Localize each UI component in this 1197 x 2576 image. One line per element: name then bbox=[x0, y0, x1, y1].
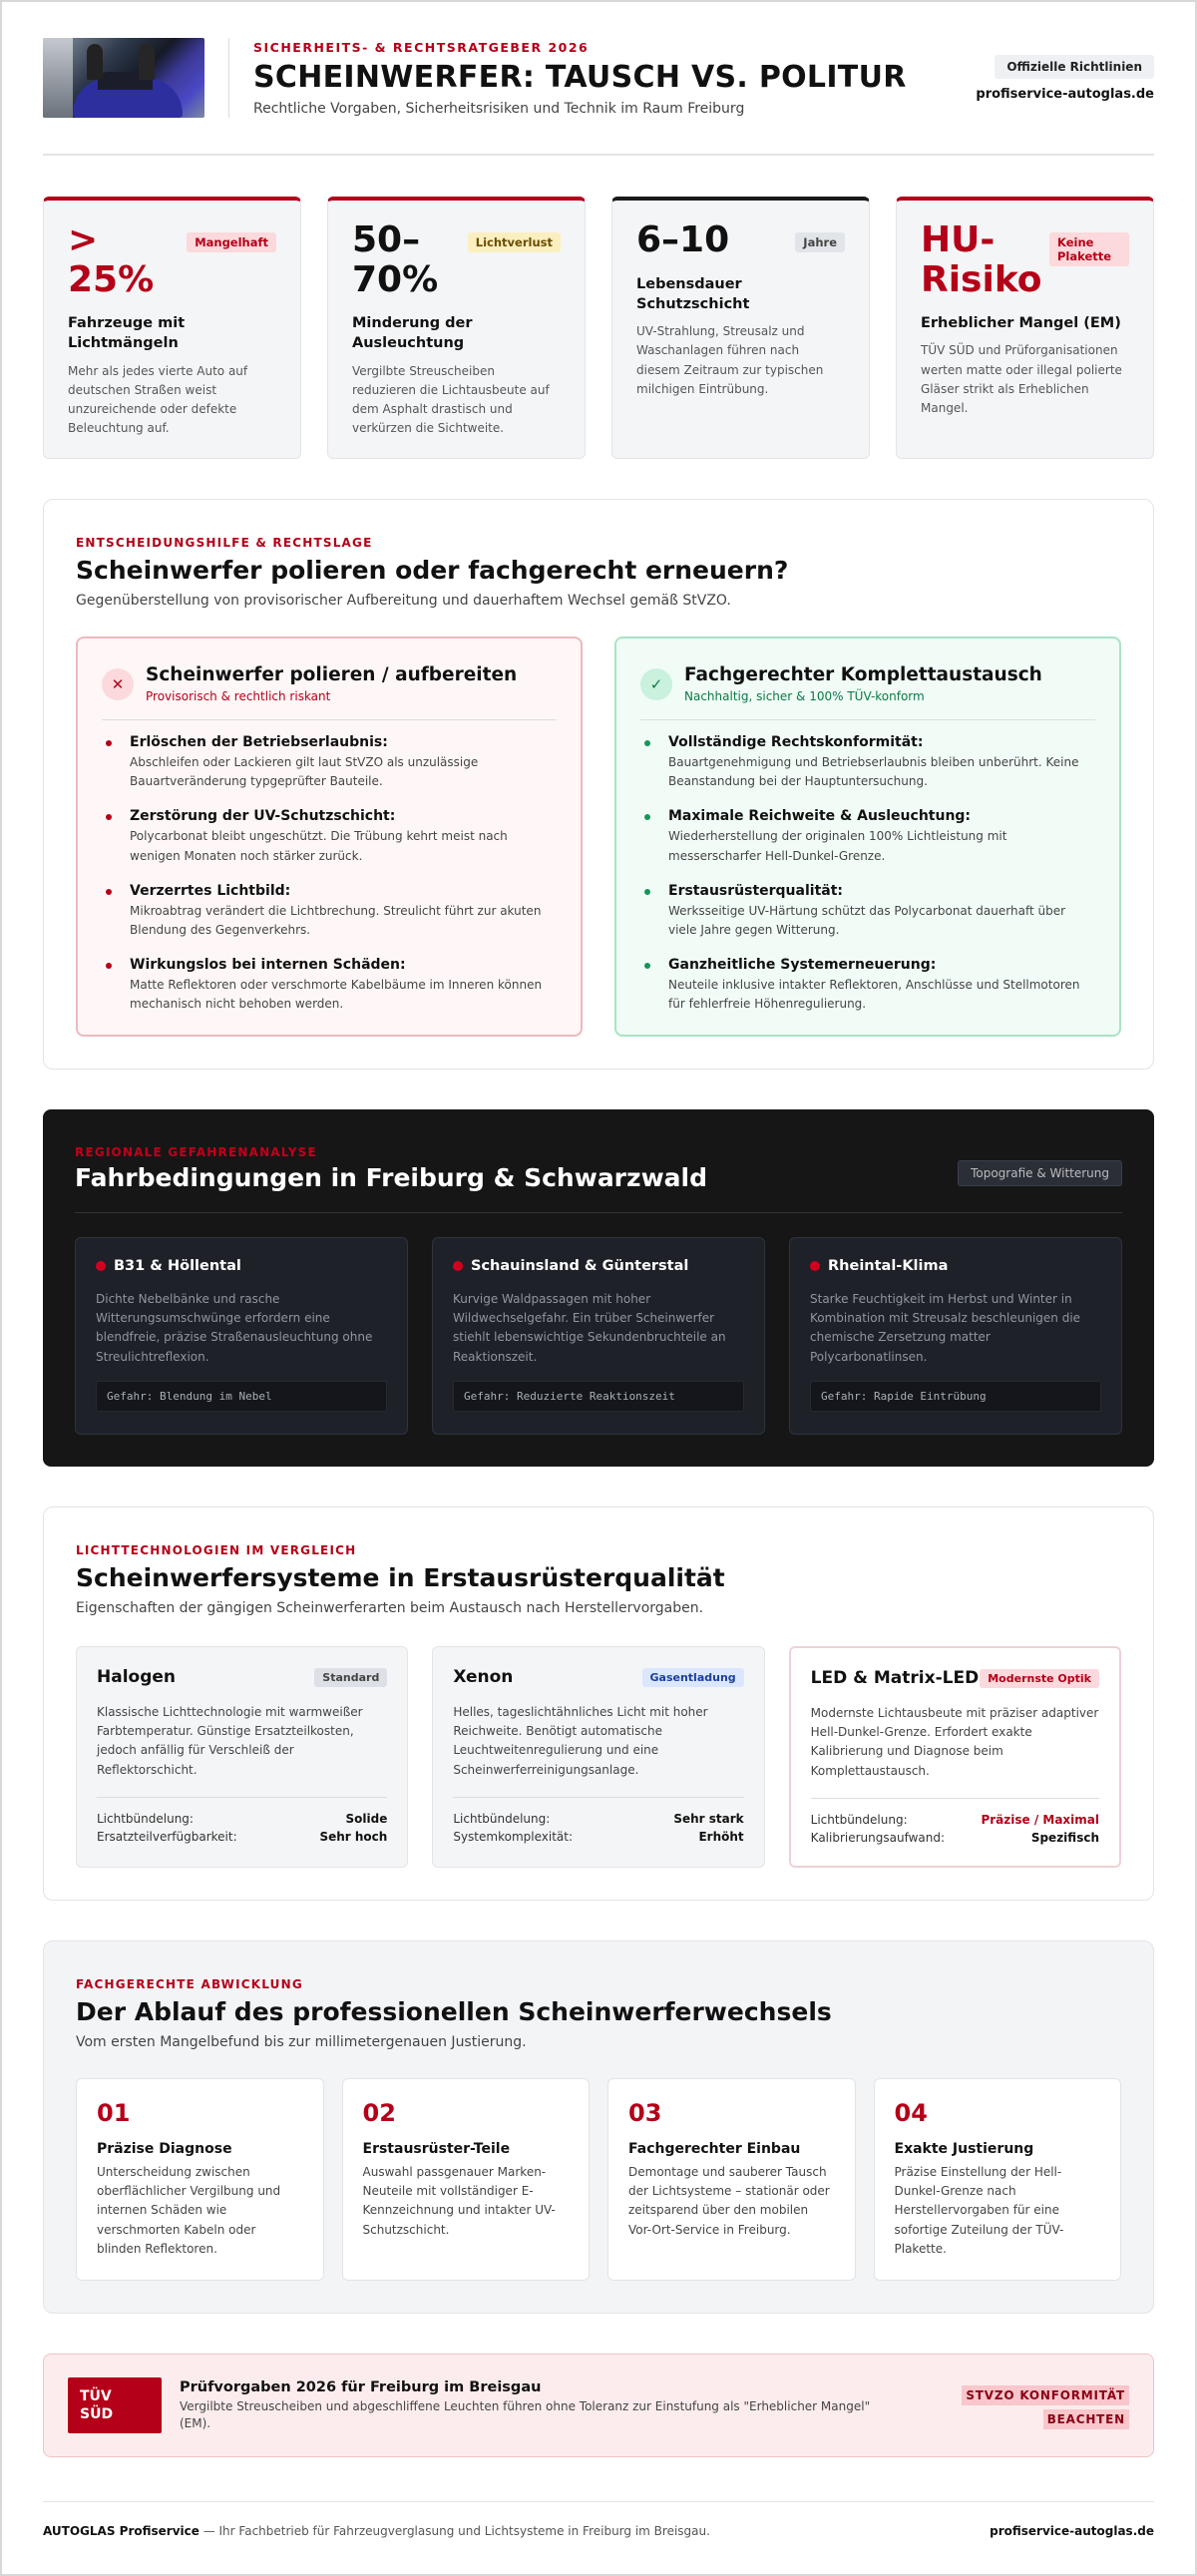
tech-name: Xenon bbox=[453, 1667, 514, 1687]
stat-desc: UV-Strahlung, Streusalz und Waschanlagen führen nach diesem Zeitraum zur typischen milchigen Eintrübung. bbox=[636, 324, 824, 396]
alert-dot-icon bbox=[96, 1261, 106, 1271]
section-kicker: REGIONALE GEFAHRENANALYSE bbox=[75, 1145, 317, 1159]
tuv-banner bbox=[43, 2354, 1154, 2457]
tech-desc: Klassische Lichttechnologie mit warmweißer Farbtemperatur. Günstige Ersatzteilkosten, jedoch anfällig für Verschleiß der Reflektorschicht. bbox=[97, 1705, 363, 1777]
replace-list bbox=[640, 734, 1095, 1015]
tech-badge: Gasentladung bbox=[642, 1668, 744, 1687]
replace-box bbox=[614, 637, 1121, 1037]
spec-key: Kalibrierungsaufwand: bbox=[810, 1831, 946, 1845]
process-step bbox=[76, 2078, 324, 2281]
list-item-text: Werksseitige UV-Härtung schützt das Polycarbonat dauerhaft über viele Jahre gegen Witterung. bbox=[668, 903, 1066, 937]
spec-value: Sehr stark bbox=[673, 1812, 744, 1826]
tuv-title: Prüfvorgaben 2026 für Freiburg im Breisgau bbox=[180, 2378, 542, 2395]
spec-value: Sehr hoch bbox=[319, 1830, 388, 1844]
list-item bbox=[640, 883, 1095, 940]
tech-badge: Standard bbox=[314, 1668, 387, 1687]
region-name: Rheintal-Klima bbox=[828, 1258, 949, 1274]
section-subtitle: Vom ersten Mangelbefund bis zur millimetergenauen Justierung. bbox=[76, 2034, 527, 2050]
section-kicker: LICHTTECHNOLOGIEN IM VERGLEICH bbox=[76, 1543, 357, 1557]
spec-value: Solide bbox=[345, 1812, 388, 1826]
polish-box bbox=[76, 637, 583, 1037]
replace-subtitle: Nachhaltig, sicher & 100% TÜV-konform bbox=[684, 689, 925, 703]
stat-value: > 25% bbox=[68, 219, 155, 300]
process-step bbox=[607, 2078, 856, 2281]
stat-title: Lebensdauer Schutzschicht bbox=[636, 275, 750, 312]
section-title: Fahrbedingungen in Freiburg & Schwarzwald bbox=[75, 1163, 707, 1192]
tech-card-led bbox=[789, 1646, 1121, 1868]
step-number: 04 bbox=[894, 2099, 928, 2127]
step-number: 03 bbox=[628, 2099, 662, 2127]
list-item-title: Ganzheitliche Systemerneuerung: bbox=[668, 957, 937, 974]
spec-key: Lichtbündelung: bbox=[810, 1813, 908, 1827]
header-photo bbox=[43, 38, 204, 118]
page-subtitle: Rechtliche Vorgaben, Sicherheitsrisiken und Technik im Raum Freiburg bbox=[253, 100, 745, 117]
step-desc: Auswahl passgenauer Marken-Neuteile mit vollständiger E-Kennzeichnung und intakter UV-Schutzschicht. bbox=[362, 2165, 556, 2237]
stat-desc: Mehr als jedes vierte Auto auf deutschen Straßen weist unzureichende oder defekte Beleuchtung auf. bbox=[68, 363, 248, 436]
list-item-title: Zerstörung der UV-Schutzschicht: bbox=[130, 808, 396, 825]
tech-name: LED & Matrix-LED bbox=[810, 1668, 980, 1688]
stat-value: 6–10 bbox=[636, 219, 730, 260]
tuv-tag: BEACHTEN bbox=[1043, 2409, 1129, 2429]
stat-card bbox=[327, 197, 586, 459]
header-text bbox=[253, 40, 976, 117]
spec-key: Lichtbündelung: bbox=[97, 1812, 194, 1826]
list-item-text: Polycarbonat bleibt ungeschützt. Die Trübung kehrt meist nach wenigen Monaten noch stärker zurück. bbox=[130, 829, 508, 863]
polish-title: Scheinwerfer polieren / aufbereiten bbox=[146, 664, 518, 685]
decision-section bbox=[43, 499, 1154, 1070]
list-item-title: Maximale Reichweite & Ausleuchtung: bbox=[668, 808, 972, 825]
header-kicker: SICHERHEITS- & RECHTSRATGEBER 2026 bbox=[253, 39, 590, 55]
step-number: 01 bbox=[97, 2099, 131, 2127]
footer-brand: AUTOGLAS Profiservice bbox=[43, 2524, 200, 2538]
section-title: Scheinwerfer polieren oder fachgerecht erneuern? bbox=[76, 556, 789, 585]
list-item-text: Mikroabtrag verändert die Lichtbrechung. Streulicht führt zur akuten Blendung des Gegenverkehrs. bbox=[130, 903, 542, 937]
tech-card-xenon bbox=[432, 1646, 764, 1868]
page-title: SCHEINWERFER: TAUSCH VS. POLITUR bbox=[253, 59, 907, 95]
process-step bbox=[342, 2078, 591, 2281]
region-desc: Dichte Nebelbänke und rasche Witterungsumschwünge erfordern eine blendfreie, präzise Straßenausleuchtung ohne Streulichtreflexion. bbox=[96, 1292, 373, 1364]
spec-value: Spezifisch bbox=[1030, 1831, 1099, 1845]
spec-key: Ersatzteilverfügbarkeit: bbox=[97, 1830, 237, 1844]
section-title: Scheinwerfersysteme in Erstausrüsterqualität bbox=[76, 1563, 725, 1592]
region-card bbox=[789, 1237, 1122, 1435]
region-grid bbox=[75, 1237, 1122, 1435]
stat-card bbox=[896, 197, 1154, 459]
list-item bbox=[102, 883, 557, 940]
section-kicker: FACHGERECHTE ABWICKLUNG bbox=[76, 1977, 303, 1991]
stat-badge: Keine Plakette bbox=[1049, 232, 1129, 266]
tech-desc: Helles, tageslichtähnliches Licht mit hoher Reichweite. Benötigt automatische Leuchtweitenregulierung und eine Scheinwerferreinigungsanlage. bbox=[453, 1705, 708, 1777]
tech-grid bbox=[76, 1646, 1121, 1868]
stat-value: HU-Risiko bbox=[921, 219, 1042, 300]
tech-badge: Modernste Optik bbox=[980, 1669, 1099, 1688]
spec-key: Lichtbündelung: bbox=[453, 1812, 551, 1826]
tuv-logo bbox=[68, 2377, 162, 2433]
process-section bbox=[43, 1940, 1154, 2314]
step-desc: Unterscheidung zwischen oberflächlicher Vergilbung und internen Schäden wie verschmorten Kabeln oder blinden Reflektoren. bbox=[97, 2165, 281, 2256]
stat-desc: TÜV SÜD und Prüforganisationen werten matte oder illegal polierte Gläser strikt als Erheblichen Mangel. bbox=[921, 343, 1122, 416]
step-title: Erstausrüster-Teile bbox=[362, 2141, 511, 2157]
step-title: Exakte Justierung bbox=[894, 2141, 1034, 2157]
tuv-logo-line: TÜV bbox=[80, 2387, 112, 2404]
polish-list bbox=[102, 734, 557, 1015]
alert-dot-icon bbox=[453, 1261, 463, 1271]
list-item bbox=[102, 957, 557, 1014]
step-title: Fachgerechter Einbau bbox=[628, 2141, 801, 2157]
footer-site-link[interactable]: profiservice-autoglas.de bbox=[990, 2524, 1154, 2538]
step-desc: Präzise Einstellung der Hell-Dunkel-Grenze nach Herstellervorgaben für eine sofortige Zuteilung der TÜV-Plakette. bbox=[894, 2165, 1064, 2256]
list-item bbox=[640, 808, 1095, 865]
step-title: Präzise Diagnose bbox=[97, 2141, 232, 2157]
region-danger: Gefahr: Rapide Eintrübung bbox=[810, 1381, 1101, 1412]
list-item bbox=[640, 734, 1095, 791]
process-steps bbox=[76, 2078, 1121, 2281]
list-item-title: Wirkungslos bei internen Schäden: bbox=[130, 957, 406, 974]
region-desc: Kurvige Waldpassagen mit hoher Wildwechselgefahr. Ein trüber Scheinwerfer stiehlt lebenswichtige Sekundenbruchteile an Reaktionszeit. bbox=[453, 1292, 726, 1364]
page-header bbox=[43, 2, 1154, 156]
official-badge: Offizielle Richtlinien bbox=[995, 55, 1154, 79]
region-name: B31 & Höllental bbox=[114, 1258, 241, 1274]
list-item bbox=[102, 808, 557, 865]
region-desc: Starke Feuchtigkeit im Herbst und Winter in Kombination mit Streusalz beschleunigen die chemische Zersetzung matter Polycarbonatlinsen. bbox=[810, 1292, 1081, 1364]
compare-grid bbox=[76, 637, 1121, 1037]
stat-title: Fahrzeuge mit Lichtmängeln bbox=[68, 315, 186, 352]
footer-tagline: — Ihr Fachbetrieb für Fahrzeugverglasung und Lichtsysteme in Freiburg im Breisgau. bbox=[199, 2524, 710, 2538]
spec-key: Systemkomplexität: bbox=[453, 1830, 573, 1844]
header-right bbox=[976, 55, 1154, 102]
tech-card-halogen bbox=[76, 1646, 408, 1868]
tuv-tag: STVZO KONFORMITÄT bbox=[962, 2385, 1129, 2405]
header-divider bbox=[228, 38, 229, 118]
alert-dot-icon bbox=[810, 1261, 820, 1271]
spec-value: Präzise / Maximal bbox=[981, 1813, 1099, 1827]
tuv-desc: Vergilbte Streuscheiben und abgeschliffene Leuchten führen ohne Toleranz zur Einstufung als "Erheblicher Mangel" (EM). bbox=[180, 2398, 871, 2430]
list-item bbox=[640, 957, 1095, 1014]
page-footer bbox=[43, 2501, 1154, 2538]
stat-title: Minderung der Ausleuchtung bbox=[352, 315, 473, 352]
step-number: 02 bbox=[362, 2099, 396, 2127]
step-desc: Demontage und sauberer Tausch der Lichtsysteme – stationär oder zeitsparend über den mobilen Vor-Ort-Service in Freiburg. bbox=[628, 2165, 830, 2237]
regional-section bbox=[43, 1109, 1154, 1467]
tech-desc: Modernste Lichtausbeute mit präziser adaptiver Hell-Dunkel-Grenze. Erfordert exakte Kalibrierung und Diagnose beim Komplettaustausch. bbox=[810, 1706, 1099, 1778]
list-item-text: Abschleifen oder Lackieren gilt laut StVZO als unzulässige Bauartveränderung typgeprüfter Bauteile. bbox=[130, 755, 479, 789]
check-icon: ✓ bbox=[640, 668, 672, 700]
stat-value: 50–70% bbox=[352, 219, 439, 300]
stat-desc: Vergilbte Streuscheiben reduzieren die Lichtausbeute auf dem Asphalt drastisch und verkürzen die Sichtweite. bbox=[352, 363, 550, 436]
stat-title: Erheblicher Mangel (EM) bbox=[921, 315, 1121, 332]
tech-section bbox=[43, 1506, 1154, 1901]
list-item-text: Wiederherstellung der originalen 100% Lichtleistung mit messerscharfer Hell-Dunkel-Grenze. bbox=[668, 829, 1007, 863]
header-site-link[interactable]: profiservice-autoglas.de bbox=[976, 86, 1154, 102]
list-item bbox=[102, 734, 557, 791]
list-item-title: Verzerrtes Lichtbild: bbox=[130, 882, 291, 899]
stat-badge: Mangelhaft bbox=[187, 232, 276, 252]
stat-badge: Lichtverlust bbox=[468, 232, 561, 252]
region-name: Schauinsland & Günterstal bbox=[471, 1258, 689, 1274]
region-danger: Gefahr: Reduzierte Reaktionszeit bbox=[453, 1381, 744, 1412]
section-subtitle: Gegenüberstellung von provisorischer Aufbereitung und dauerhaftem Wechsel gemäß StVZO. bbox=[76, 593, 731, 609]
process-step bbox=[874, 2078, 1122, 2281]
polish-subtitle: Provisorisch & rechtlich riskant bbox=[146, 689, 331, 703]
tuv-logo-line: SÜD bbox=[80, 2406, 114, 2422]
section-subtitle: Eigenschaften der gängigen Scheinwerferarten beim Austausch nach Herstellervorgaben. bbox=[76, 1600, 704, 1616]
spec-value: Erhöht bbox=[698, 1830, 744, 1844]
stat-card bbox=[43, 197, 301, 459]
stat-card bbox=[611, 197, 870, 459]
list-item-text: Matte Reflektoren oder verschmorte Kabelbäume im Inneren können mechanisch nicht behoben werden. bbox=[130, 978, 543, 1012]
region-card bbox=[75, 1237, 408, 1435]
topography-badge: Topografie & Witterung bbox=[958, 1160, 1122, 1186]
list-item-title: Erlöschen der Betriebserlaubnis: bbox=[130, 734, 388, 750]
tech-name: Halogen bbox=[97, 1667, 177, 1687]
list-item-text: Neuteile inklusive intakter Reflektoren, Anschlüsse und Stellmotoren für fehlerfreie Höhenregulierung. bbox=[668, 978, 1080, 1012]
list-item-title: Erstausrüsterqualität: bbox=[668, 882, 843, 899]
region-danger: Gefahr: Blendung im Nebel bbox=[96, 1381, 387, 1412]
stats-grid bbox=[43, 197, 1154, 459]
close-icon: ✕ bbox=[102, 668, 134, 700]
section-title: Der Ablauf des professionellen Scheinwerferwechsels bbox=[76, 1997, 832, 2026]
section-kicker: ENTSCHEIDUNGSHILFE & RECHTSLAGE bbox=[76, 536, 373, 550]
region-card bbox=[432, 1237, 765, 1435]
list-item-text: Bauartgenehmigung und Betriebserlaubnis bleiben unberührt. Keine Beanstandung bei der Hauptuntersuchung. bbox=[668, 755, 1079, 789]
stat-badge: Jahre bbox=[795, 232, 845, 252]
replace-title: Fachgerechter Komplettaustausch bbox=[684, 664, 1042, 685]
list-item-title: Vollständige Rechtskonformität: bbox=[668, 734, 924, 750]
